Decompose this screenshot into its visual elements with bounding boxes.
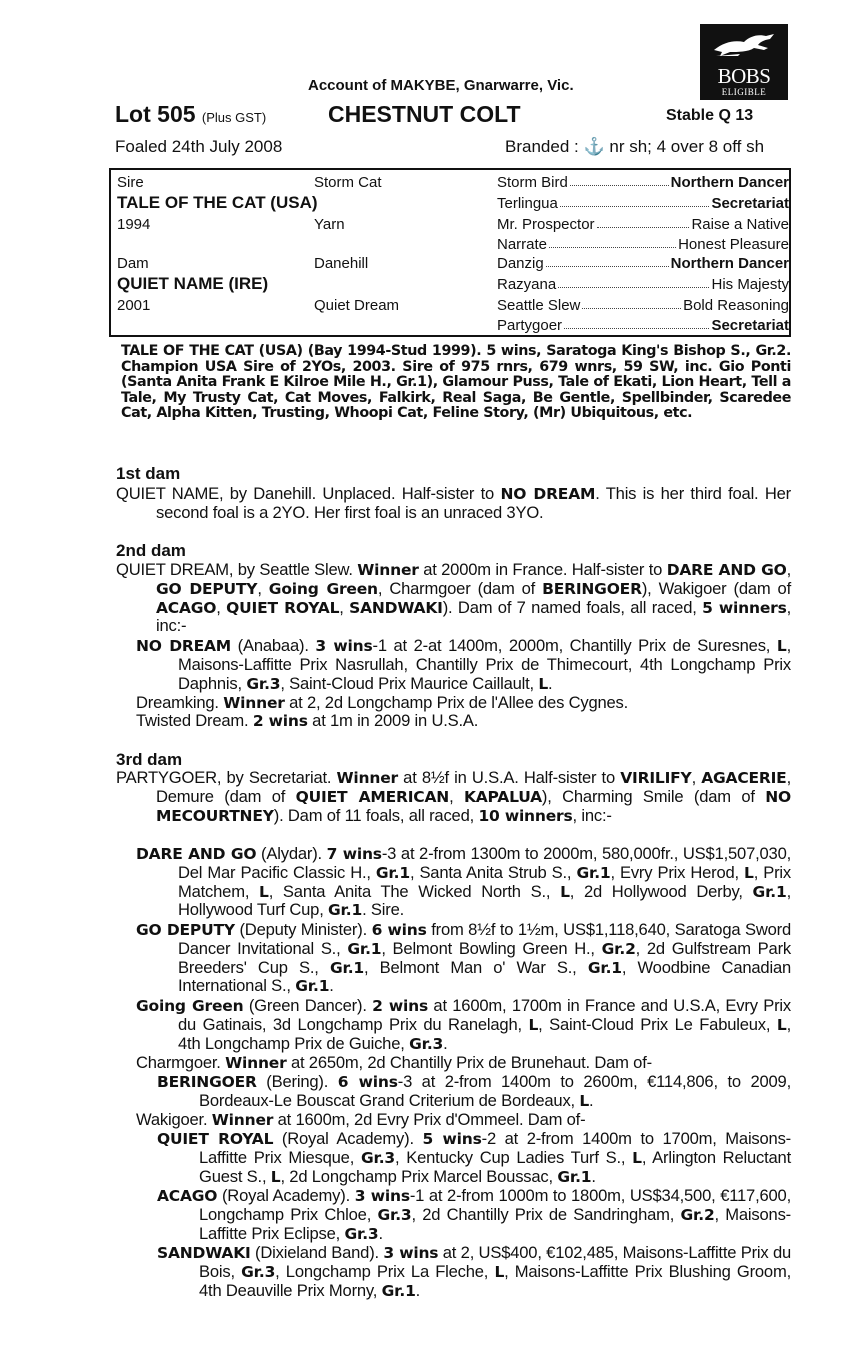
dam-sire: Danehill	[314, 255, 369, 272]
grandparent-row	[497, 236, 789, 253]
sire-year: 1994	[117, 216, 151, 233]
first-dam-paragraph: QUIET NAME, by Danehill. Unplaced. Half-sister to NO DREAM. This is her third foal. Her second foal is a 2YO. Her first foal is an unraced 3YO.	[116, 484, 792, 522]
grandparent-sire: His Majesty	[711, 276, 789, 293]
sire-label: Sire	[117, 174, 144, 191]
third-dam-paragraph: PARTYGOER, by Secretariat. Winner at 8½f in U.S.A. Half-sister to VIRILIFY, AGACERIE, Demure (dam of QUIET AMERICAN, KAPALUA), Charming Smile (dam of NO MECOURTNEY). Dam of 11 foals, all raced, 10 winners, inc:-	[116, 768, 791, 825]
grandparent-name: Narrate	[497, 236, 548, 253]
grandparent-row	[497, 317, 789, 334]
grandparent-row	[497, 276, 789, 293]
progeny-entry: QUIET ROYAL (Royal Academy). 5 wins-2 at 2-from 1400m to 1700m, Maisons-Laffitte Prix Miesque, Gr.3, Kentucky Cup Ladies Turf S., L, Arlington Reluctant Guest S., L, 2d Longchamp Prix Marcel Boussac, Gr.1.	[157, 1129, 792, 1186]
logo-subtext: ELIGIBLE	[721, 87, 767, 97]
progeny-entry: SANDWAKI (Dixieland Band). 3 wins at 2, US$400, €102,485, Maisons-Laffitte Prix du Bois, Gr.3, Longchamp Prix La Fleche, L, Maisons-Laffitte Prix Blushing Groom, 4th Deauville Prix Morny, Gr.1.	[157, 1243, 792, 1300]
vendor-account: Account of MAKYBE, Gnarwarre, Vic.	[308, 77, 574, 94]
progeny-entry: NO DREAM (Anabaa). 3 wins-1 at 2-at 1400m, 2000m, Chantilly Prix de Suresnes, L, Maisons-Laffitte Prix Nasrullah, Chantilly Prix de Thimecourt, 4th Longchamp Prix Daphnis, Gr.3, Saint-Cloud Prix Maurice Caillault, L.	[136, 636, 791, 693]
grandparent-row	[497, 255, 789, 272]
branded-info	[505, 137, 764, 157]
dam-dam: Quiet Dream	[314, 297, 400, 314]
progeny-entry: Wakigoer. Winner at 1600m, 2d Evry Prix d'Ommeel. Dam of-	[136, 1110, 586, 1129]
dam-year: 2001	[117, 297, 151, 314]
grandparent-sire: Northern Dancer	[670, 174, 789, 191]
progeny-entry: Twisted Dream. 2 wins at 1m in 2009 in U.S.A.	[136, 711, 479, 730]
progeny-entry: Going Green (Green Dancer). 2 wins at 1600m, 1700m in France and U.S.A, Evry Prix du Gatinais, 3d Longchamp Prix du Ranelagh, L, Saint-Cloud Prix Le Fabuleux, L, 4th Longchamp Prix de Guiche, Gr.3.	[136, 996, 792, 1053]
stable-number: Stable Q 13	[666, 107, 754, 124]
progeny-entry: BERINGOER (Bering). 6 wins-3 at 2-from 1400m to 2600m, €114,806, to 2009, Bordeaux-Le Bouscat Grand Criterium de Bordeaux, L.	[157, 1072, 791, 1110]
lot-number	[115, 101, 266, 128]
lot-label: Lot 505	[115, 101, 196, 127]
grandparent-sire: Northern Dancer	[670, 255, 789, 272]
grandparent-row	[497, 174, 789, 191]
pedigree-table	[109, 168, 791, 337]
progeny-entry: ACAGO (Royal Academy). 3 wins-1 at 2-from 1000m to 1800m, US$34,500, €117,600, Longchamp Prix Chloe, Gr.3, 2d Chantilly Prix de Sandringham, Gr.2, Maisons-Laffitte Prix Eclipse, Gr.3.	[157, 1186, 791, 1243]
grandparent-sire: Secretariat	[711, 317, 789, 334]
grandparent-name: Mr. Prospector	[497, 216, 595, 233]
progeny-entry: Charmgoer. Winner at 2650m, 2d Chantilly Prix de Brunehaut. Dam of-	[136, 1053, 652, 1072]
grandparent-row	[497, 195, 789, 212]
grandparent-name: Partygoer	[497, 317, 563, 334]
grandparent-sire: Honest Pleasure	[678, 236, 789, 253]
grandparent-sire: Bold Reasoning	[683, 297, 789, 314]
grandparent-name: Terlingua	[497, 195, 558, 212]
sire-name: TALE OF THE CAT (USA)	[117, 193, 318, 212]
section-heading: 3rd dam	[116, 750, 183, 769]
second-dam-paragraph: QUIET DREAM, by Seattle Slew. Winner at 2000m in France. Half-sister to DARE AND GO, GO DEPUTY, Going Green, Charmgoer (dam of BERINGOER), Wakigoer (dam of ACAGO, QUIET ROYAL, SANDWAKI). Dam of 7 named foals, all raced, 5 winners, inc:-	[116, 560, 792, 636]
logo-text: BOBS	[717, 64, 771, 88]
dam-label: Dam	[117, 255, 149, 272]
sire-sire: Storm Cat	[314, 174, 382, 191]
grandparent-name: Seattle Slew	[497, 297, 581, 314]
grandparent-row	[497, 297, 789, 314]
progeny-entry: DARE AND GO (Alydar). 7 wins-3 at 2-from 1300m to 2000m, 580,000fr., US$1,507,030, Del Mar Pacific Classic H., Gr.1, Santa Anita Strub S., Gr.1, Evry Prix Herod, L, Prix Matchem, L, Santa Anita The Wicked North S., L, 2d Hollywood Derby, Gr.1, Hollywood Turf Cup, Gr.1. Sire.	[136, 844, 792, 920]
foaled-date: Foaled 24th July 2008	[115, 137, 283, 156]
progeny-entry: GO DEPUTY (Deputy Minister). 6 wins from 8½f to 1½m, US$1,118,640, Saratoga Sword Dancer Invitational S., Gr.1, Belmont Bowling Green H., Gr.2, 2d Gulfstream Park Breeders' Cup S., Gr.1, Belmont Man o' War S., Gr.1, Woodbine Canadian International S., Gr.1.	[136, 920, 792, 996]
section-heading: 1st dam	[116, 464, 181, 483]
branded-value: nr sh; 4 over 8 off sh	[609, 137, 765, 156]
gst-note: (Plus GST)	[201, 110, 267, 125]
sire-dam: Yarn	[314, 216, 345, 233]
grandparent-row	[497, 216, 789, 233]
progeny-entry: Dreamking. Winner at 2, 2d Longchamp Prix de l'Allee des Cygnes.	[136, 693, 629, 712]
dam-name: QUIET NAME (IRE)	[117, 274, 269, 293]
anchor-icon: ⚓	[583, 137, 605, 156]
grandparent-name: Razyana	[497, 276, 557, 293]
sire-summary: TALE OF THE CAT (USA) (Bay 1994-Stud 1999). 5 wins, Saratoga King's Bishop S., Gr.2. Champion USA Sire of 2YOs, 2003. Sire of 975 rnrs, 679 wnrs, 59 SW, inc. Gio Ponti (Santa Anita Frank E Kilroe Mile H., Gr.1), Glamour Puss, Tale of Ekati, Lion Heart, Tell a Tale, My Trusty Cat, Cat Moves, Falkirk, Real Saga, Be Gentle, Spellbinder, Scaredee Cat, Alpha Kitten, Trusting, Whoopi Cat, Feline Story, (Mr) Ubiquitous, etc.	[121, 343, 791, 421]
grandparent-sire: Raise a Native	[691, 216, 789, 233]
branded-label: Branded :	[505, 137, 579, 156]
grandparent-sire: Secretariat	[711, 195, 789, 212]
section-heading: 2nd dam	[116, 541, 186, 560]
grandparent-name: Danzig	[497, 255, 544, 272]
horse-icon	[710, 30, 778, 60]
grandparent-name: Storm Bird	[497, 174, 568, 191]
bobs-eligible-logo	[700, 24, 788, 100]
horse-title: CHESTNUT COLT	[328, 101, 521, 127]
